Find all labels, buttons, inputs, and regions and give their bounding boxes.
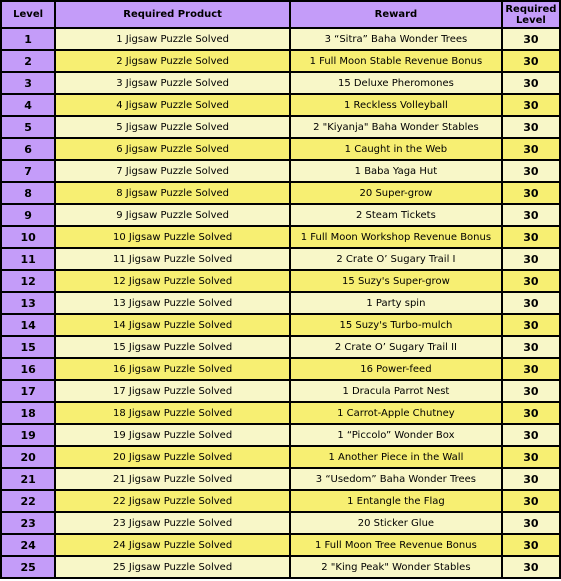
cell-required-level: 30 — [503, 227, 559, 247]
cell-reward: 16 Power-feed — [291, 359, 501, 379]
table-row — [2, 227, 559, 247]
cell-reward: 2 "King Peak" Wonder Stables — [291, 557, 501, 577]
cell-level: 4 — [2, 95, 54, 115]
cell-level: 1 — [2, 29, 54, 49]
cell-required-level: 30 — [503, 73, 559, 93]
cell-reward: 2 Crate O’ Sugary Trail I — [291, 249, 501, 269]
cell-required-product: 21 Jigsaw Puzzle Solved — [56, 469, 289, 489]
cell-required-level: 30 — [503, 95, 559, 115]
cell-required-level: 30 — [503, 139, 559, 159]
cell-level: 25 — [2, 557, 54, 577]
table-body — [2, 29, 559, 577]
cell-level: 3 — [2, 73, 54, 93]
cell-level: 6 — [2, 139, 54, 159]
table-row — [2, 161, 559, 181]
header-row — [2, 2, 559, 27]
cell-reward: 3 “Usedom” Baha Wonder Trees — [291, 469, 501, 489]
table-row — [2, 403, 559, 423]
cell-required-level: 30 — [503, 271, 559, 291]
table-row — [2, 337, 559, 357]
cell-reward: 1 “Piccolo” Wonder Box — [291, 425, 501, 445]
cell-required-product: 8 Jigsaw Puzzle Solved — [56, 183, 289, 203]
cell-required-product: 11 Jigsaw Puzzle Solved — [56, 249, 289, 269]
cell-required-level: 30 — [503, 359, 559, 379]
table-row — [2, 73, 559, 93]
cell-level: 15 — [2, 337, 54, 357]
table-row — [2, 469, 559, 489]
cell-level: 23 — [2, 513, 54, 533]
cell-required-level: 30 — [503, 183, 559, 203]
cell-required-product: 6 Jigsaw Puzzle Solved — [56, 139, 289, 159]
cell-level: 13 — [2, 293, 54, 313]
cell-required-level: 30 — [503, 29, 559, 49]
cell-required-product: 5 Jigsaw Puzzle Solved — [56, 117, 289, 137]
cell-level: 21 — [2, 469, 54, 489]
cell-required-level: 30 — [503, 381, 559, 401]
table-row — [2, 381, 559, 401]
cell-required-product: 12 Jigsaw Puzzle Solved — [56, 271, 289, 291]
cell-required-level: 30 — [503, 403, 559, 423]
table-row — [2, 535, 559, 555]
cell-required-level: 30 — [503, 337, 559, 357]
cell-required-product: 20 Jigsaw Puzzle Solved — [56, 447, 289, 467]
cell-level: 5 — [2, 117, 54, 137]
table-row — [2, 139, 559, 159]
table-row — [2, 249, 559, 269]
cell-reward: 2 "Kiyanja" Baha Wonder Stables — [291, 117, 501, 137]
header-level: Level — [2, 2, 54, 27]
table-row — [2, 95, 559, 115]
cell-level: 8 — [2, 183, 54, 203]
cell-level: 17 — [2, 381, 54, 401]
cell-reward: 1 Entangle the Flag — [291, 491, 501, 511]
table-row — [2, 359, 559, 379]
cell-reward: 1 Party spin — [291, 293, 501, 313]
cell-required-product: 16 Jigsaw Puzzle Solved — [56, 359, 289, 379]
table-row — [2, 51, 559, 71]
cell-level: 22 — [2, 491, 54, 511]
table-row — [2, 491, 559, 511]
cell-required-product: 18 Jigsaw Puzzle Solved — [56, 403, 289, 423]
cell-required-level: 30 — [503, 557, 559, 577]
cell-required-product: 1 Jigsaw Puzzle Solved — [56, 29, 289, 49]
cell-required-product: 3 Jigsaw Puzzle Solved — [56, 73, 289, 93]
header-reward: Reward — [291, 2, 501, 27]
table-row — [2, 557, 559, 577]
cell-required-product: 10 Jigsaw Puzzle Solved — [56, 227, 289, 247]
cell-reward: 1 Another Piece in the Wall — [291, 447, 501, 467]
cell-required-product: 17 Jigsaw Puzzle Solved — [56, 381, 289, 401]
cell-level: 2 — [2, 51, 54, 71]
cell-level: 9 — [2, 205, 54, 225]
cell-reward: 1 Full Moon Stable Revenue Bonus — [291, 51, 501, 71]
cell-required-level: 30 — [503, 491, 559, 511]
cell-reward: 1 Carrot-Apple Chutney — [291, 403, 501, 423]
cell-required-product: 7 Jigsaw Puzzle Solved — [56, 161, 289, 181]
cell-required-level: 30 — [503, 249, 559, 269]
cell-required-product: 9 Jigsaw Puzzle Solved — [56, 205, 289, 225]
cell-reward: 1 Baba Yaga Hut — [291, 161, 501, 181]
cell-level: 10 — [2, 227, 54, 247]
cell-reward: 1 Dracula Parrot Nest — [291, 381, 501, 401]
cell-required-product: 22 Jigsaw Puzzle Solved — [56, 491, 289, 511]
table-row — [2, 183, 559, 203]
cell-required-level: 30 — [503, 425, 559, 445]
cell-required-level: 30 — [503, 293, 559, 313]
header-required-level-line2: Level — [515, 14, 546, 26]
table-row — [2, 117, 559, 137]
cell-required-level: 30 — [503, 535, 559, 555]
cell-level: 14 — [2, 315, 54, 335]
cell-reward: 1 Full Moon Workshop Revenue Bonus — [291, 227, 501, 247]
table-row — [2, 447, 559, 467]
table-row — [2, 293, 559, 313]
cell-required-product: 15 Jigsaw Puzzle Solved — [56, 337, 289, 357]
table-row — [2, 205, 559, 225]
table-row — [2, 29, 559, 49]
cell-level: 7 — [2, 161, 54, 181]
cell-required-level: 30 — [503, 447, 559, 467]
cell-level: 18 — [2, 403, 54, 423]
cell-reward: 15 Deluxe Pheromones — [291, 73, 501, 93]
cell-reward: 3 “Sitra” Baha Wonder Trees — [291, 29, 501, 49]
cell-level: 12 — [2, 271, 54, 291]
cell-reward: 1 Caught in the Web — [291, 139, 501, 159]
cell-required-product: 2 Jigsaw Puzzle Solved — [56, 51, 289, 71]
cell-required-product: 25 Jigsaw Puzzle Solved — [56, 557, 289, 577]
cell-required-level: 30 — [503, 51, 559, 71]
table-row — [2, 513, 559, 533]
cell-required-level: 30 — [503, 315, 559, 335]
cell-level: 16 — [2, 359, 54, 379]
header-required-product: Required Product — [56, 2, 289, 27]
cell-required-product: 14 Jigsaw Puzzle Solved — [56, 315, 289, 335]
table-row — [2, 315, 559, 335]
cell-required-product: 24 Jigsaw Puzzle Solved — [56, 535, 289, 555]
cell-reward: 1 Reckless Volleyball — [291, 95, 501, 115]
cell-required-level: 30 — [503, 513, 559, 533]
cell-required-product: 23 Jigsaw Puzzle Solved — [56, 513, 289, 533]
cell-reward: 15 Suzy's Turbo-mulch — [291, 315, 501, 335]
cell-required-product: 4 Jigsaw Puzzle Solved — [56, 95, 289, 115]
cell-reward: 2 Steam Tickets — [291, 205, 501, 225]
cell-reward: 2 Crate O’ Sugary Trail II — [291, 337, 501, 357]
cell-level: 20 — [2, 447, 54, 467]
cell-required-product: 19 Jigsaw Puzzle Solved — [56, 425, 289, 445]
cell-reward: 20 Sticker Glue — [291, 513, 501, 533]
cell-required-level: 30 — [503, 117, 559, 137]
cell-required-level: 30 — [503, 205, 559, 225]
cell-level: 19 — [2, 425, 54, 445]
cell-required-product: 13 Jigsaw Puzzle Solved — [56, 293, 289, 313]
cell-required-level: 30 — [503, 469, 559, 489]
cell-reward: 20 Super-grow — [291, 183, 501, 203]
table-row — [2, 425, 559, 445]
cell-level: 11 — [2, 249, 54, 269]
table-row — [2, 271, 559, 291]
cell-reward: 15 Suzy's Super-grow — [291, 271, 501, 291]
cell-level: 24 — [2, 535, 54, 555]
cell-reward: 1 Full Moon Tree Revenue Bonus — [291, 535, 501, 555]
cell-required-level: 30 — [503, 161, 559, 181]
header-required-level — [503, 2, 559, 27]
header-required-level-line1: Required — [505, 3, 557, 15]
